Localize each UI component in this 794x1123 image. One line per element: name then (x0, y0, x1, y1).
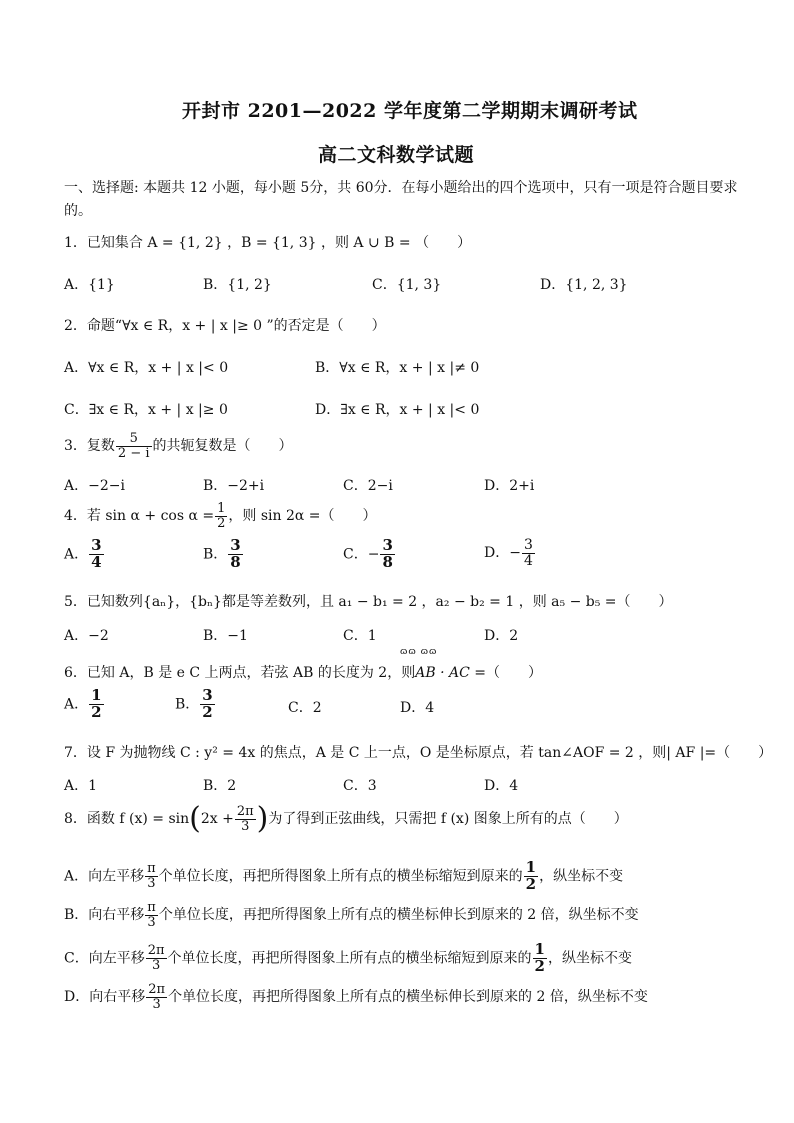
q6-option-d: D．4 (400, 700, 435, 716)
q4-b-label: B． (203, 546, 228, 563)
q8-b-shift (145, 901, 158, 929)
q5-option-c: C．1 (343, 628, 377, 644)
q8-b-num: π (147, 900, 156, 915)
q8-c-f-den: 2 (534, 956, 545, 975)
page-title: 开封市 2201—2022 学年度第二学期期末调研考试 (182, 100, 638, 122)
q6-stem (64, 662, 542, 682)
q4-b-den: 8 (230, 552, 241, 571)
q3-option-a: A．−2−i (64, 478, 125, 494)
q8-a-pre: A．向左平移 (64, 868, 145, 885)
q4-a-label: A． (64, 546, 89, 563)
q8-stem-pre: 8．函数 f (x) = sin (64, 811, 190, 827)
q4-d-fraction (522, 538, 535, 568)
q4-frac-num: 1 (217, 501, 226, 516)
q8-fraction (235, 805, 256, 833)
q8-a-mid: 个单位长度，再把所得图象上所有点的横坐标缩短到原来的 (158, 868, 523, 885)
q6-b-num: 3 (202, 686, 213, 704)
q6-option-c: C．2 (288, 700, 322, 716)
q4-c-num: 3 (382, 536, 393, 554)
q8-a-scale (524, 860, 538, 893)
q2-option-d: D．∃x ∈ R，x + | x |< 0 (315, 402, 480, 418)
q4-b-fraction (228, 538, 242, 571)
q6-stem-vectors: AB · AC (415, 665, 470, 681)
q8-option-b (64, 901, 639, 929)
q8-d-post: 个单位长度，再把所得图象上所有点的横坐标伸长到原来的 2 倍，纵坐标不变 (168, 989, 648, 1006)
q6-option-a (64, 688, 105, 721)
q8-a-f-den: 2 (525, 874, 537, 893)
q4-fraction (215, 502, 227, 530)
q8-option-a (64, 860, 623, 893)
q3-option-d: D．2+i (484, 478, 535, 494)
q4-option-b (203, 538, 244, 571)
page-subtitle: 高二文科数学试题 (318, 144, 475, 166)
q8-frac-num: 2π (236, 803, 254, 819)
q4-stem (64, 502, 377, 530)
q4-a-num: 3 (91, 536, 102, 554)
q1-option-d: D．{1, 2, 3} (540, 277, 628, 293)
q6-vector-arrows: ɷɷ ɷɷ (400, 647, 438, 657)
q8-option-d (64, 983, 648, 1011)
q4-c-label: C．− (343, 546, 380, 563)
q3-option-c: C．2−i (343, 478, 393, 494)
q4-stem-post: ，则 sin 2α =（ ） (228, 508, 377, 525)
q7-option-b: B．2 (203, 778, 237, 794)
q6-b-den: 2 (202, 702, 213, 721)
q7-option-d: D．4 (484, 778, 519, 794)
q8-paren-open: ( (189, 801, 201, 836)
q8-c-mid: 个单位长度，再把所得图象上所有点的横坐标缩短到原来的 (167, 950, 532, 967)
q5-stem: 5．已知数列{aₙ}，{bₙ}都是等差数列，且 a₁ − b₁ = 2 ，a₂ − b₂ = 1 ，则 a₅ − b₅ =（ ） (64, 594, 673, 610)
section-intro-line2: 的。 (64, 203, 92, 219)
q8-c-shift (146, 944, 167, 972)
q3-stem-pre: 3．复数 (64, 438, 115, 455)
q8-paren-close: ) (256, 801, 269, 836)
q8-b-post: 个单位长度，再把所得图象上所有点的横坐标伸长到原来的 2 倍，纵坐标不变 (158, 907, 639, 924)
q7-option-a: A．1 (64, 778, 98, 794)
q8-d-num: 2π (148, 982, 166, 997)
q4-c-fraction (380, 538, 394, 571)
q8-a-shift (145, 862, 158, 890)
q4-d-label: D．− (484, 545, 521, 562)
q7-stem: 7．设 F 为抛物线 C : y² = 4x 的焦点，A 是 C 上一点，O 是坐标原点，若 tan∠AOF = 2 ，则| AF |=（ ） (64, 745, 773, 761)
q8-option-c (64, 942, 632, 975)
q4-a-fraction (89, 538, 103, 571)
q6-a-fraction (89, 688, 103, 721)
q8-b-pre: B．向右平移 (64, 907, 145, 924)
q8-d-den: 3 (152, 996, 161, 1012)
q6-stem-pre: 6．已知 A，B 是 e C 上两点，若弦 AB 的长度为 2，则 (64, 665, 416, 681)
q8-c-den: 3 (151, 957, 161, 973)
q8-c-f-num: 1 (534, 940, 545, 958)
q4-b-num: 3 (230, 536, 241, 554)
q4-frac-den: 2 (217, 515, 226, 531)
q8-c-scale (533, 942, 547, 975)
q8-a-post: ，纵坐标不变 (539, 868, 624, 885)
q6-a-label: A． (64, 696, 89, 713)
q4-option-d (484, 538, 536, 568)
q2-option-b: B．∀x ∈ R，x + | x |≠ 0 (315, 360, 480, 376)
q3-frac-num: 5 (116, 432, 152, 447)
q2-option-a: A．∀x ∈ R，x + | x |< 0 (64, 360, 229, 376)
q8-d-shift (146, 983, 167, 1011)
q4-d-num: 3 (523, 537, 533, 553)
q1-option-a: A．{1} (64, 277, 115, 293)
q3-fraction (116, 432, 152, 460)
q4-c-den: 8 (382, 552, 393, 571)
q6-a-num: 1 (91, 686, 102, 704)
q6-option-b (175, 688, 216, 721)
q1-stem: 1．已知集合 A = {1, 2} ，B = {1, 3} ，则 A ∪ B = （ ） (64, 235, 472, 251)
q8-b-den: 3 (147, 914, 156, 930)
q2-stem: 2．命题“∀x ∈ R，x + | x |≥ 0 ”的否定是（ ） (64, 318, 386, 334)
q6-b-fraction (200, 688, 214, 721)
q8-frac-den: 3 (241, 818, 250, 834)
q4-option-a (64, 538, 105, 571)
q5-option-b: B．−1 (203, 628, 248, 644)
q8-a-den: 3 (147, 875, 156, 891)
q2-option-c: C．∃x ∈ R，x + | x |≥ 0 (64, 402, 228, 418)
q4-d-den: 4 (523, 552, 533, 569)
q7-option-c: C．3 (343, 778, 377, 794)
q8-d-pre: D．向右平移 (64, 989, 146, 1006)
q1-option-b: B．{1, 2} (203, 277, 272, 293)
q8-c-pre: C．向左平移 (64, 950, 145, 967)
q4-stem-pre: 4．若 sin α + cos α = (64, 508, 215, 525)
q8-c-num: 2π (147, 943, 165, 959)
q4-option-c (343, 538, 396, 571)
q8-stem-post: 为了得到正弦曲线，只需把 f (x) 图象上所有的点（ ） (268, 811, 628, 827)
q3-stem-post: 的共轭复数是（ ） (152, 438, 293, 455)
q8-a-f-num: 1 (525, 858, 537, 876)
q1-option-c: C．{1, 3} (372, 277, 442, 293)
q6-stem-post: =（ ） (469, 665, 542, 681)
q8-a-num: π (147, 861, 156, 877)
q6-b-label: B． (175, 696, 200, 713)
q3-stem (64, 432, 293, 460)
q4-a-den: 4 (91, 552, 102, 571)
q8-stem (64, 801, 628, 836)
q8-c-post: ，纵坐标不变 (547, 950, 632, 967)
q3-frac-den: 2 − i (117, 445, 150, 461)
q6-a-den: 2 (91, 702, 102, 721)
section-intro-line1: 一、选择题: 本题共 12 小题，每小题 5分，共 60分．在每小题给出的四个选项中，只有一项是符合题目要求 (64, 180, 738, 196)
q3-option-b: B．−2+i (203, 478, 265, 494)
q5-option-d: D．2 (484, 628, 519, 644)
q8-inner-pre: 2x + (200, 811, 234, 827)
q5-option-a: A．−2 (64, 628, 109, 644)
